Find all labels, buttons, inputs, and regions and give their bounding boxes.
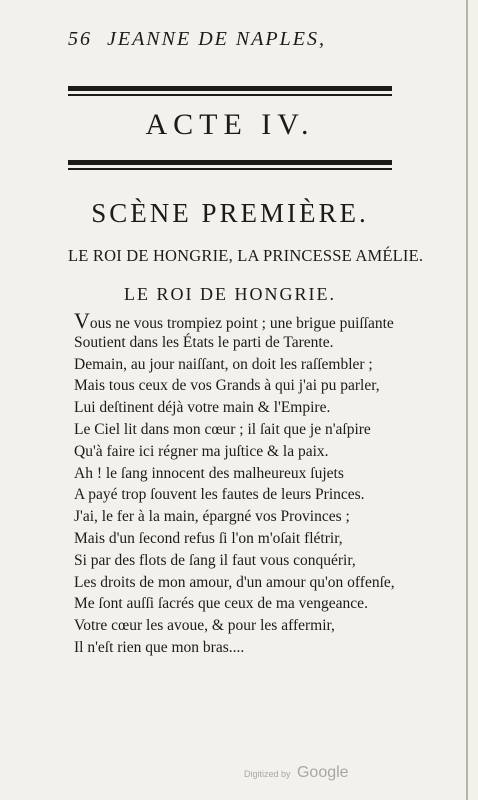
verse-line: Qu'à faire ici régner ma juſtice & la paix.	[74, 442, 329, 460]
verse-line: Vous ne vous trompiez point ; une brigue puiſſante	[74, 308, 394, 333]
verse-line: Ah ! le ſang innocent des malheureux ſujets	[74, 464, 344, 482]
act-title: ACTE IV.	[145, 108, 315, 141]
scene-title: SCÈNE PREMIÈRE.	[91, 198, 369, 228]
watermark-brand: Google	[296, 764, 349, 781]
watermark-prefix: Digitized by	[244, 769, 291, 779]
running-title: JEANNE DE NAPLES,	[107, 28, 326, 50]
verse-line: Les droits de mon amour, d'un amour qu'on offenſe,	[74, 573, 395, 591]
top-rule	[68, 86, 392, 91]
verse-line: J'ai, le fer à la main, épargné vos Provinces ;	[74, 508, 350, 526]
verse-line: Demain, au jour naiſſant, on doit les raſſembler ;	[74, 355, 373, 373]
verse-line: Lui deſtinent déjà votre main & l'Empire.	[74, 399, 331, 417]
page-edge-line	[466, 0, 468, 800]
verse-line: Le Ciel lit dans mon cœur ; il ſait que je n'aſpire	[74, 420, 371, 438]
verse-line: Me ſont auſſi ſacrés que ceux de ma vengeance.	[74, 595, 368, 613]
verse-block	[74, 310, 414, 659]
top-rule-thin	[68, 94, 392, 96]
verse-line: Mais tous ceux de vos Grands à qui j'ai pu parler,	[74, 377, 380, 395]
digitized-watermark	[244, 764, 364, 784]
verse-line: Si par des flots de ſang il faut vous conquérir,	[74, 551, 356, 569]
page-number: 56	[68, 28, 92, 50]
speaker-name: LE ROI DE HONGRIE.	[124, 284, 336, 304]
drop-cap: V	[74, 308, 90, 333]
verse-line: Il n'eſt rien que mon bras....	[74, 638, 245, 656]
running-header	[68, 28, 398, 56]
verse-line: A payé trop ſouvent les fautes de leurs Princes.	[74, 486, 365, 504]
characters-list: LE ROI DE HONGRIE, LA PRINCESSE AMÉLIE.	[68, 246, 424, 265]
act-rule-thin	[68, 168, 392, 170]
verse-line: Soutient dans les États le parti de Tarente.	[74, 333, 334, 351]
act-rule	[68, 160, 392, 165]
verse-line: Mais d'un ſecond refus ſi l'on m'oſait flétrir,	[74, 529, 343, 547]
verse-line: Votre cœur les avoue, & pour les affermir,	[74, 617, 335, 635]
